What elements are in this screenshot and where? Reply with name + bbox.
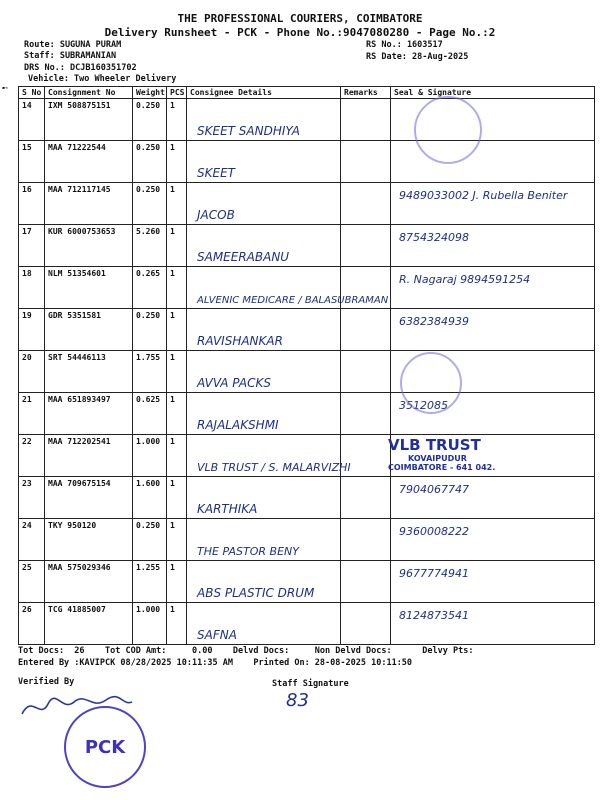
seal-stamp <box>400 352 462 414</box>
cell-consignee <box>187 225 341 267</box>
cell-weight: 1.755 <box>133 351 167 393</box>
cell-pcs: 1 <box>167 561 187 603</box>
cell-sno: 18 <box>19 267 45 309</box>
cell-sno: 26 <box>19 603 45 645</box>
cell-consignment: MAA 575029346 <box>45 561 133 603</box>
cell-remarks <box>341 351 391 393</box>
cell-seal-signature <box>391 267 595 309</box>
vlb-stamp-line1: KOVAIPUDUR <box>408 454 467 463</box>
cell-weight: 1.000 <box>133 435 167 477</box>
cell-sno: 25 <box>19 561 45 603</box>
table-row <box>19 99 595 141</box>
seal-handwriting: 7904067747 <box>399 483 469 496</box>
cell-pcs: 1 <box>167 99 187 141</box>
cell-weight: 5.260 <box>133 225 167 267</box>
cell-sno: 22 <box>19 435 45 477</box>
consignee-handwriting: AVVA PACKS <box>197 376 271 390</box>
cell-consignment: SRT 54446113 <box>45 351 133 393</box>
cell-consignment: MAA 712117145 <box>45 183 133 225</box>
seal-handwriting: 9489033002 J. Rubella Beniter <box>399 189 568 202</box>
cell-consignee <box>187 393 341 435</box>
cell-consignment: MAA 712202541 <box>45 435 133 477</box>
cell-seal-signature <box>391 477 595 519</box>
col-consignment: Consignment No <box>45 87 133 99</box>
cell-seal-signature <box>391 519 595 561</box>
cell-consignment: TKY 950120 <box>45 519 133 561</box>
cell-remarks <box>341 309 391 351</box>
seal-handwriting: 8124873541 <box>399 609 469 622</box>
cell-weight: 1.000 <box>133 603 167 645</box>
cell-pcs: 1 <box>167 267 187 309</box>
cell-weight: 0.250 <box>133 519 167 561</box>
cell-seal-signature <box>391 561 595 603</box>
cell-sno: 20 <box>19 351 45 393</box>
cell-seal-signature <box>391 225 595 267</box>
cell-pcs: 1 <box>167 183 187 225</box>
seal-stamp <box>414 96 482 164</box>
table-row <box>19 603 595 645</box>
cell-pcs: 1 <box>167 141 187 183</box>
row-pointer-icon: ➸ <box>2 83 9 94</box>
cell-remarks <box>341 393 391 435</box>
consignee-handwriting: VLB TRUST / S. MALARVIZHI <box>197 461 351 474</box>
cell-remarks <box>341 183 391 225</box>
cell-consignee <box>187 519 341 561</box>
cell-weight: 1.600 <box>133 477 167 519</box>
entered-by: Entered By :KAVIPCK 08/28/2025 10:11:35 AM Printed On: 28-08-2025 10:11:50 <box>18 658 413 668</box>
cell-remarks <box>341 519 391 561</box>
page-title: THE PROFESSIONAL COURIERS, COIMBATORE <box>177 12 423 25</box>
consignee-handwriting: SAFNA <box>197 628 237 642</box>
cell-weight: 0.250 <box>133 141 167 183</box>
consignee-handwriting: SAMEERABANU <box>197 250 290 264</box>
table-row <box>19 393 595 435</box>
consignee-handwriting: ALVENIC MEDICARE / BALASUBRAMAN <box>197 295 389 306</box>
consignee-handwriting: JACOB <box>197 208 235 222</box>
col-seal: Seal & Signature <box>391 87 595 99</box>
consignee-handwriting: RAVISHANKAR <box>197 334 283 348</box>
table-row <box>19 267 595 309</box>
col-remarks: Remarks <box>341 87 391 99</box>
pck-stamp: PCK <box>64 706 146 788</box>
table-row <box>19 141 595 183</box>
cell-weight: 0.250 <box>133 99 167 141</box>
cell-sno: 19 <box>19 309 45 351</box>
cell-consignment: TCG 41885007 <box>45 603 133 645</box>
cell-pcs: 1 <box>167 603 187 645</box>
consignee-handwriting: THE PASTOR BENY <box>197 545 299 558</box>
runsheet-table <box>18 86 595 645</box>
cell-consignment: KUR 6000753653 <box>45 225 133 267</box>
cell-consignment: GDR 5351581 <box>45 309 133 351</box>
staff: Staff: SUBRAMANIAN <box>24 51 117 61</box>
page-subtitle: Delivery Runsheet - PCK - Phone No.:9047080280 - Page No.:2 <box>104 26 496 39</box>
vehicle: Vehicle: Two Wheeler Delivery <box>28 74 177 84</box>
verified-by-label: Verified By <box>18 677 75 687</box>
cell-consignee <box>187 351 341 393</box>
cell-consignee <box>187 309 341 351</box>
cell-seal-signature <box>391 183 595 225</box>
vlb-stamp-line2: COIMBATORE - 641 042. <box>388 463 496 472</box>
table-row <box>19 351 595 393</box>
staff-signature-mark: 83 <box>286 690 309 711</box>
table-header-row <box>19 87 595 99</box>
cell-consignee <box>187 435 351 477</box>
consignee-handwriting: ABS PLASTIC DRUM <box>197 586 315 600</box>
cell-consignee <box>187 267 389 309</box>
cell-consignee <box>187 99 341 141</box>
vlb-stamp-name: VLB TRUST <box>388 436 481 454</box>
cell-weight: 0.265 <box>133 267 167 309</box>
cell-consignment: MAA 709675154 <box>45 477 133 519</box>
cell-weight: 0.250 <box>133 309 167 351</box>
col-sno: S No <box>19 87 45 99</box>
vlb-trust-stamp <box>388 436 528 472</box>
table-row <box>19 309 595 351</box>
cell-remarks <box>341 603 391 645</box>
cell-sno: 16 <box>19 183 45 225</box>
cell-pcs: 1 <box>167 225 187 267</box>
rs-date: RS Date: 28-Aug-2025 <box>366 52 469 62</box>
cell-consignment: IXM 508875151 <box>45 99 133 141</box>
cell-consignment: NLM 51354601 <box>45 267 133 309</box>
cell-consignee <box>187 141 341 183</box>
cell-remarks <box>341 99 391 141</box>
staff-signature-label: Staff Signature <box>272 679 349 689</box>
seal-handwriting: 6382384939 <box>399 315 469 328</box>
seal-handwriting: 9360008222 <box>399 525 469 538</box>
col-pcs: PCS <box>167 87 187 99</box>
cell-pcs: 1 <box>167 435 187 477</box>
seal-handwriting: 9677774941 <box>399 567 469 580</box>
cell-remarks <box>341 225 391 267</box>
cell-consignee <box>187 477 341 519</box>
table-row <box>19 519 595 561</box>
cell-pcs: 1 <box>167 393 187 435</box>
seal-handwriting: 3512085 <box>399 399 448 412</box>
cell-seal-signature <box>391 603 595 645</box>
consignee-handwriting: SKEET SANDHIYA <box>197 124 301 138</box>
cell-remarks <box>341 141 391 183</box>
cell-pcs: 1 <box>167 519 187 561</box>
table-row <box>19 183 595 225</box>
cell-consignment: MAA 71222544 <box>45 141 133 183</box>
cell-pcs: 1 <box>167 477 187 519</box>
rs-number: RS No.: 1603517 <box>366 40 443 50</box>
cell-consignee <box>187 183 341 225</box>
totals-line: Tot Docs: 26 Tot COD Amt: 0.00 Delvd Docs: Non Delvd Docs: Delvy Pts: <box>18 646 474 656</box>
cell-consignee <box>187 603 341 645</box>
cell-sno: 14 <box>19 99 45 141</box>
cell-weight: 0.625 <box>133 393 167 435</box>
drs-number: DRS No.: DCJB160351702 <box>24 63 137 73</box>
seal-handwriting: R. Nagaraj 9894591254 <box>399 273 531 286</box>
cell-weight: 1.255 <box>133 561 167 603</box>
cell-weight: 0.250 <box>133 183 167 225</box>
cell-sno: 24 <box>19 519 45 561</box>
table-row <box>19 225 595 267</box>
col-weight: Weight <box>133 87 167 99</box>
consignee-handwriting: KARTHIKA <box>197 502 258 516</box>
cell-remarks <box>341 561 391 603</box>
seal-handwriting: 8754324098 <box>399 231 469 244</box>
consignee-handwriting: SKEET <box>197 166 235 180</box>
cell-sno: 15 <box>19 141 45 183</box>
cell-sno: 21 <box>19 393 45 435</box>
cell-pcs: 1 <box>167 351 187 393</box>
table-row <box>19 561 595 603</box>
cell-pcs: 1 <box>167 309 187 351</box>
cell-seal-signature <box>391 309 595 351</box>
table-row <box>19 477 595 519</box>
cell-remarks <box>341 477 391 519</box>
cell-consignee <box>187 561 341 603</box>
cell-consignment: MAA 651893497 <box>45 393 133 435</box>
cell-sno: 23 <box>19 477 45 519</box>
cell-sno: 17 <box>19 225 45 267</box>
consignee-handwriting: RAJALAKSHMI <box>197 418 279 432</box>
route: Route: SUGUNA PURAM <box>24 40 122 50</box>
col-consignee: Consignee Details <box>187 87 341 99</box>
